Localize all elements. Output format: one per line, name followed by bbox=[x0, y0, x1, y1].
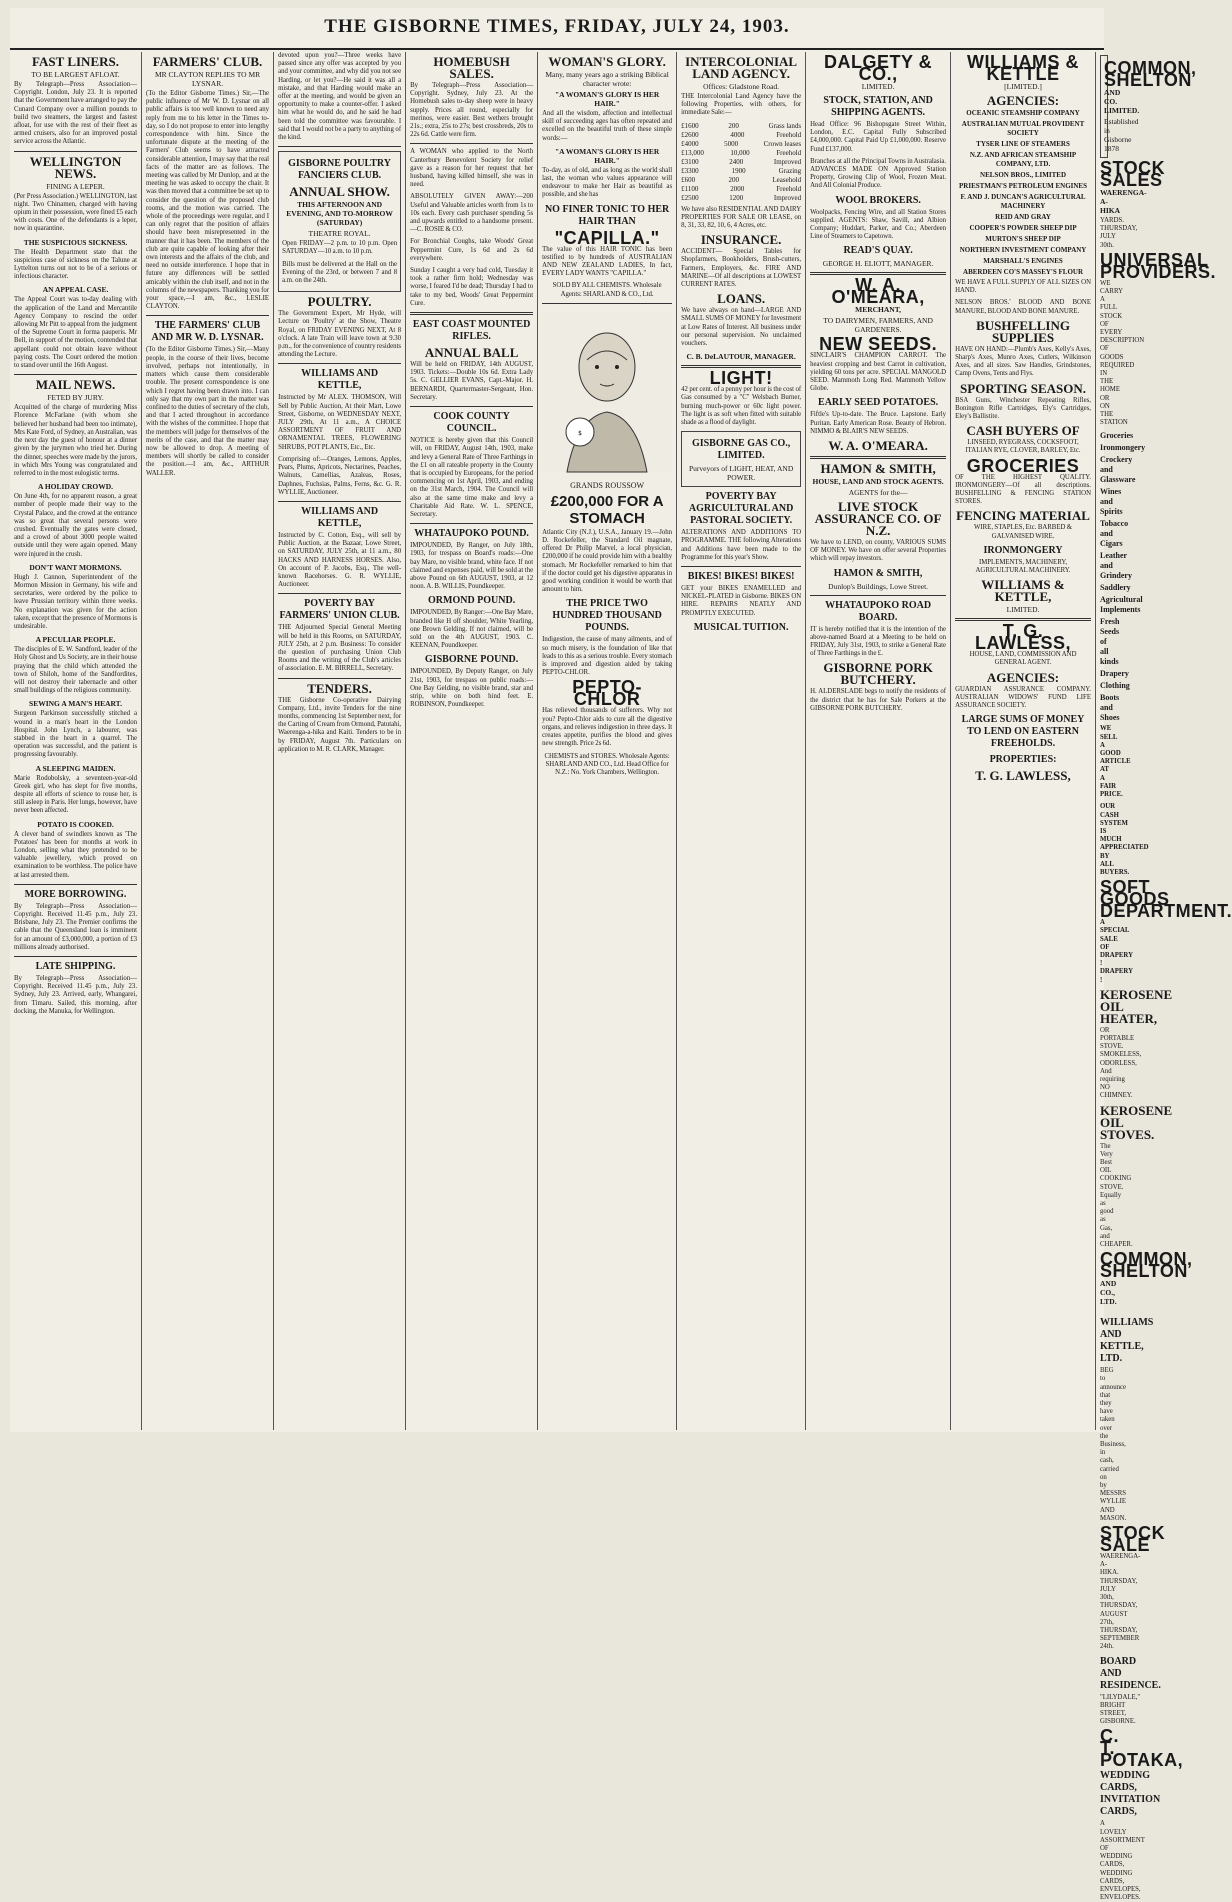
headline-farmers-union: POVERTY BAY FARMERS' UNION CLUB. bbox=[279, 598, 400, 622]
subhead-limited-2: LIMITED. bbox=[1006, 605, 1040, 615]
property-row bbox=[681, 158, 801, 167]
headline-price-two-hundred: THE PRICE TWO HUNDRED THOUSAND POUNDS. bbox=[552, 598, 662, 634]
subhead-largest-afloat: TO BE LARGEST AFLOAT. bbox=[31, 70, 120, 79]
ad-capilla-agents: SOLD BY ALL CHEMISTS. Wholesale Agents: SHARLAND & CO., Ltd. bbox=[552, 282, 662, 298]
ad-fruit-trees: Instructed by Mr ALEX. THOMSON, Will Sell by Public Auction, At their Mart, Lowe Street, Gisborne, on WEDNESDAY NEXT, JULY 29th, At 11 a.m., A CHOICE ASSORTMENT OF FRUIT AND ORNAMENTAL TREES, FLOWERING SHRUBS, POT PLANTS, Etc., Etc. bbox=[278, 394, 402, 451]
divider bbox=[14, 956, 137, 957]
ad-intercolonial-intro: THE Intercolonial Land Agency have the following Properties, with others, for immediate Sale:— bbox=[681, 93, 802, 117]
ad-lawless-agencies: GUARDIAN ASSURANCE COMPANY. AUSTRALIAN WIDOWS' FUND LIFE ASSURANCE SOCIETY. bbox=[955, 685, 1091, 710]
property-cell: £1600 bbox=[681, 121, 699, 130]
ad-seed-potatoes: Fiftle's Up-to-date. The Bruce. Lapstone. Early Puritan. Early American Rose. Beauty of Hebron. NIMMO & BLAIR'S NEW SEEDS. bbox=[810, 411, 947, 435]
subhead-dunlops: Dunlop's Buildings, Lowe Street. bbox=[828, 581, 929, 591]
subhead-appeal-case: AN APPEAL CASE. bbox=[42, 285, 109, 295]
ad-poultry-lecture: The Government Expert, Mr Hyde, will Lecture on 'Poultry' at the Show, Theatre Royal, on FRIDAY EVENING NEXT, At 8 o'clock. A late Train will leave town at 9.30 p.m., for the convenience of country residents attending the Lecture. bbox=[278, 310, 402, 359]
property-cell: £2600 bbox=[681, 130, 699, 139]
subhead-clayton-replies: MR CLAYTON REPLIES TO MR LYSNAR. bbox=[154, 70, 261, 88]
article-peculiar-people: The disciples of E. W. Sandford, leader of the Holy Ghost and Us Society, are in their house praying that the child which attended the town of Shiloh, home of the Sandfordites, will not destroy their tabernacle and other small buildings of the religious community. bbox=[14, 646, 138, 695]
subhead-feted-by-jury: FETED BY JURY. bbox=[47, 393, 104, 403]
newspaper-title: THE GISBORNE TIMES, FRIDAY, JULY 24, 1903. bbox=[324, 16, 790, 37]
headline-capilla: "CAPILLA." bbox=[554, 227, 660, 248]
headline-live-stock: LIVE STOCK ASSURANCE CO. OF N.Z. bbox=[814, 499, 942, 539]
headline-fencing: FENCING MATERIAL bbox=[956, 508, 1090, 524]
quote-womans-glory-1: "A WOMAN'S GLORY IS HER HAIR." bbox=[554, 90, 660, 108]
column-6 bbox=[677, 52, 806, 1430]
headline-hamon-smith: HAMON & SMITH, bbox=[820, 461, 936, 477]
headline-williams-kettle-1: WILLIAMS AND KETTLE, bbox=[301, 368, 379, 392]
headline-williams-kettle-3: WILLIAMS & KETTLE, bbox=[981, 577, 1065, 605]
divider bbox=[278, 678, 401, 679]
paragraph-woman-relief: A WOMAN who applied to the North Canterbury Benevolent Society for relief gave as a reason for her request that her husband, having killed himself, she was in need. bbox=[410, 148, 534, 189]
property-row bbox=[681, 122, 801, 131]
ad-gas-light: 42 per cent. of a penny per hour is the cost of Gas consumed by a "C" Welsbach Burner, burning much-power or 60c light power. The light is as soft when fitted with suitable shade as a flood of daylight. bbox=[681, 386, 802, 427]
divider bbox=[14, 374, 137, 375]
headline-poultry: POULTRY. bbox=[307, 294, 372, 310]
notice-farmers-union: THE Adjourned Special General Meeting will be held in this Rooms, on SATURDAY, JULY 25th, at 2 p.m. Business: To consider the question of purchasing Union Club Rooms and the writing of the Club's articles of association. E. M. BIRRELL, Secretary. bbox=[278, 624, 402, 673]
headline-loans: LOANS. bbox=[717, 291, 766, 307]
headline-sporting-season: SPORTING SEASON. bbox=[960, 380, 1086, 396]
article-homebush-sales: By Telegraph—Press Association—Copyright. Sydney, July 23. At the Homebush sales to-day sheep were in heavy supply. Prices all round, especially for merinos, were easier. Best wethers brought 21s.; extra, 25s to 27s; best crossbreds, 20s to 22s 6d. Cattle were firm. bbox=[410, 82, 534, 139]
property-cell: Improved bbox=[773, 193, 802, 202]
article-late-shipping: By Telegraph—Press Association—Copyright. Received 11.45 p.m., July 23. Sydney, July 23. Arrived, early, Whangarei, from Timaru. Sailed, this morning, after docking, the Manuka, for Wellington. bbox=[14, 975, 138, 1015]
headline-large-sums: LARGE SUMS OF MONEY TO LEND ON EASTERN FREEHOLDS. bbox=[961, 714, 1085, 750]
property-table bbox=[681, 122, 801, 203]
subhead-holiday-crowd: A HOLIDAY CROWD. bbox=[37, 482, 114, 492]
property-cell: 4000 bbox=[730, 130, 745, 139]
divider bbox=[542, 303, 672, 304]
ad-poultry-subtitle: ANNUAL SHOW. bbox=[289, 184, 390, 200]
ad-pepto-chlor-agents: CHEMISTS and STORES. Wholesale Agents: SHARLAND AND CO., Ltd. Head Office for N.Z.: No. York Chambers, Wellington. bbox=[544, 752, 670, 776]
property-cell: Crown leases bbox=[763, 139, 802, 148]
headline-lawless-agencies: AGENCIES: bbox=[986, 669, 1060, 685]
subhead-peculiar-people: A PECULIAR PEOPLE. bbox=[35, 635, 116, 645]
property-row bbox=[681, 140, 801, 149]
ad-fruit-trees-list: Comprising of:—Oranges, Lemons, Apples, Pears, Plums, Apricots, Nectarines, Peaches, Walnuts, Camellias, Azaleas, Roses, Daphnes, Fuchsias, Palms, Ferns, &c. G. R. WYLLIE, Auctioneer. bbox=[278, 455, 402, 496]
headline-hamon-smith-2: HAMON & SMITH, bbox=[833, 567, 923, 579]
column-7 bbox=[806, 52, 951, 1430]
ad-sporting: BSA Guns, Winchester Repeating Rifles, Bonington Rifle Cartridges, Ely's Cartridges, Eley's Ballistite. bbox=[955, 396, 1091, 421]
subhead-mormons: DON'T WANT MORMONS. bbox=[29, 562, 122, 572]
property-cell: 1900 bbox=[731, 166, 746, 175]
column-9: COMMON, SHELTON AND CO. LIMITED. Established in Gisborne 1878 STOCK SALES WAERENGA-A-HIKA YARDS. THURSDAY, JULY 30th. UNIVERSAL PROVIDERS. WE CARRY A FULL STOCK OF EVERY DESCRIPTION OF GOODS REQUIRED IN THE HOME OR ON THE STATION Groceries Ironmongery Crockery and Glassware Wines and Spirits Tobacco and Cigars Leather and Grindery Saddlery Agricultural Implements Fresh Seeds of all kinds Drapery Clothing Boots and Shoes WE SELL A GOOD ARTICLE AT A FAIR PRICE. OUR CASH SYSTEM IS MUCH APPRECIATED BY ALL BUYERS. SOFT GOODS DEPARTMENT. A SPECIAL SALE OF DRAPERY ! DRAPERY ! KEROSENE OIL HEATER, OR PORTABLE STOVE. SMOKELESS, ODORLESS, And requiring NO CHIMNEY. KEROSENE OIL STOVES. The Very Best OIL COOKING STOVE. Equally as good as Gas, and CHEAPER. COMMON, SHELTON AND CO., LTD. WILLIAMS AND KETTLE, LTD. BEG to announce that they have taken over the Business, in cash, carried on by MESSRS WYLLIE AND MASON. STOCK SALE WAERENGA-A-HIKA. THURSDAY, JULY 30th, THURSDAY, AUGUST 27th, THURSDAY, SEPTEMBER 24th. BOARD AND RESIDENCE. "LILYDALE," BRIGHT STREET, GISBORNE. C. T. POTAKA, WEDDING CARDS, INVITATION CARDS, A LOVELY ASSORTMENT OF WEDDING CARDS, WEDDING CARDS, ENVELOPES, ENVELOPES. bbox=[1096, 52, 1104, 1430]
subhead-sleeping-maiden: A SLEEPING MAIDEN. bbox=[35, 763, 116, 773]
headline-omeara: W. A. O'MEARA, bbox=[831, 275, 925, 308]
headline-pepto-chlor: PEPTO-CHLOR bbox=[572, 677, 642, 710]
divider bbox=[410, 406, 533, 407]
ad-poultry-date: THIS AFTERNOON AND EVENING, AND TO-MORROW (SATURDAY) bbox=[286, 200, 393, 228]
notice-tenders: THE Gisborne Co-operative Dairying Company, Ltd., invite Tenders for the nine months, commencing 1st September next, for the Carting of Cream from Ormond, Patutahi, Waerenga-a-hika and Kaiti. Tenders to be in by FRIDAY, August 7th. Particulars on application to M. R. CLARK, Manager. bbox=[278, 696, 402, 753]
subhead-annual-ball: ANNUAL BALL bbox=[424, 345, 519, 361]
headline-agricultural-society: POVERTY BAY AGRICULTURAL AND PASTORAL SOCIETY. bbox=[688, 491, 794, 527]
property-row bbox=[681, 194, 801, 203]
headline-ironmongery: IRONMONGERY bbox=[983, 544, 1063, 556]
divider bbox=[278, 501, 401, 502]
divider bbox=[810, 456, 946, 459]
subhead-merchant: MERCHANT, bbox=[855, 305, 902, 315]
headline-gas-company: GISBORNE GAS CO., LIMITED. bbox=[691, 438, 791, 462]
columns bbox=[10, 52, 1232, 1902]
ad-ironmongery: IMPLEMENTS, MACHINERY, AGRICULTURAL MACHINERY. bbox=[975, 558, 1071, 575]
article-continuation: devoted upon you?—Three weeks have passed since any offer was accepted by you and your committee, and why did you not see Harding, or let you?—He said it was all a mistake, and that Harding would make an offer at the meeting, and would be given an opportunity to make a counter-offer. I asked him what he would do, and he said he had been told the committee was favourable. I said that I would not be a party to anything of the kind. bbox=[278, 52, 402, 142]
agency-item: PRIESTMAN'S PETROLEUM ENGINES bbox=[959, 182, 1087, 190]
headline-reads-quay: READ'S QUAY. bbox=[843, 245, 913, 257]
divider bbox=[14, 151, 137, 152]
svg-text:$: $ bbox=[578, 429, 583, 437]
article-feted-by-jury: Acquitted of the charge of murdering Miss Florence McFarlane (with whom she believed her husband had been too intimate), Mrs Kate Ford, of Sydney, an Australian, was the next day the guest of honour at a dinner given by the jurymen who tried her. During the dinner, speeches were made by the jurors, in which Mrs Young was congratulated and referred to in the most eulogistic terms. bbox=[14, 404, 138, 477]
ad-peppermint-cure: For Bronchial Coughs, take Woods' Great Peppermint Cure, 1s 6d and 2s 6d everywhere. bbox=[410, 238, 534, 262]
ad-capilla-body-3: The value of this HAIR TONIC has been testified to by hundreds of AUSTRALIAN AND NEW ZEALAND LADIES, In fact, EVERY LADY WANTS "CAPILLA." bbox=[542, 245, 673, 278]
agency-item: MURTON'S SHEEP DIP bbox=[985, 235, 1061, 243]
headline-cash-buyers: CASH BUYERS OF bbox=[966, 423, 1080, 439]
quote-womans-glory-2: "A WOMAN'S GLORY IS HER HAIR." bbox=[554, 146, 660, 165]
ad-new-seeds: SINCLAIR'S CHAMPION CARROT. The heaviest cropping and best Carrot in cultivation, yielding 60 tons per acre. SPECIAL MANGOLD SEED. Mammoth Long Red. Mammoth Yellow Globe. bbox=[810, 352, 947, 393]
ad-poultry-hours: Open FRIDAY—2 p.m. to 10 p.m. Open SATURDAY—10 a.m. to 10 p.m. bbox=[282, 240, 398, 256]
divider bbox=[681, 566, 801, 567]
column-3 bbox=[274, 52, 406, 1430]
property-cell: 1200 bbox=[729, 193, 744, 202]
agency-item: COOPER'S POWDER SHEEP DIP bbox=[969, 224, 1077, 232]
property-row bbox=[681, 131, 801, 140]
ad-poultry-show bbox=[278, 151, 401, 292]
property-cell: Freehold bbox=[776, 184, 802, 193]
headline-stomach-price: £200,000 FOR A STOMACH bbox=[550, 492, 664, 527]
property-cell: £3100 bbox=[681, 157, 699, 166]
ad-bushfelling: HAVE ON HAND:—Plumb's Axes, Kelly's Axes, Sharp's Axes, Munro Axes, Cutlers, Wilkinson Axes, and all sizes. Saw Handles, Grindstones, Camp Ovens, Tents and Flys. bbox=[955, 345, 1091, 378]
divider bbox=[810, 595, 946, 596]
divider bbox=[14, 884, 137, 885]
property-cell: 2000 bbox=[730, 184, 745, 193]
letter-clayton: (To the Editor Gisborne Times.) Sir,—The public influence of Mr W. D. Lysnar on all public affairs is too well known to need any reply from me to his letter in the Times to-day, so I do not propose to enter into lengthy correspondence with him. Since the unfortunate dispute at the meeting of the Farmers' Club seems to have attracted considerable attention, I may say that the real facts of the matter are as follows. The meeting was called by Mr Dunlop, and at the meeting he was asked to occupy the chair. It was then moved that a committee be set up to consider the question of the proposed club rooms, and the motion was carried. The whole of the proceedings were regular, and I can only regret that the position of affairs should have been misrepresented in the manner that it has been. The members of the club are quite capable of looking after their own interests and the affairs of the club, and need no outside interference. I hope that in future any differences will be settled amicably within the club itself, and not in the columns of the newspapers. Thanking you for your space,—I am, &c., LESLIE CLAYTON. bbox=[146, 90, 270, 311]
property-cell: 10,000 bbox=[730, 148, 750, 157]
article-fining-leper: (Per Press Association.) WELLINGTON, last night. Two Chinamen, charged with having opium in their possession, were fined £5 each with costs. One of the defendants is a leper, now in quarantine. bbox=[14, 192, 138, 233]
ad-blood-bone: NELSON BROS.' BLOOD AND BONE MANURE, BLOOD AND BONE MANURE. bbox=[955, 299, 1091, 315]
subhead-intercolonial: Offices: Gladstone Road. bbox=[703, 82, 780, 91]
property-cell: 5000 bbox=[724, 139, 739, 148]
headline-pork-butchery: GISBORNE PORK BUTCHERY. bbox=[823, 660, 933, 688]
column-1 bbox=[10, 52, 142, 1430]
illustration-caption: GRANDS ROUSSOW bbox=[570, 480, 645, 490]
property-row bbox=[681, 149, 801, 158]
headline-gisborne-pound: GISBORNE POUND. bbox=[424, 654, 519, 666]
headline-homebush-sales: HOMEBUSH SALES. bbox=[433, 54, 510, 81]
ad-capilla-body-1: And all the wisdom, affection and intellectual skill of succeeding ages has often repeated and excelled on the beautiful truth of these simple words:— bbox=[542, 110, 673, 142]
ad-pepto-chlor-body: Has relieved thousands of sufferers. Why not you? Pepto-Chlor aids to cure all the digestive organs, and relieves indigestion in three days. It creates appetite, purifies the blood and gives new strength. Price 2s 6d. bbox=[542, 707, 673, 748]
ad-cash-buyers: LINSEED, RYEGRASS, COCKSFOOT, ITALIAN RYE, CLOVER, BARLEY, Etc. bbox=[965, 439, 1081, 455]
notice-gisborne-pound: IMPOUNDED, By Deputy Ranger, on July 21st, 1903, for trespass on public roads:—One Bay Gelding, no visible brand, star and strip, white on both hind feet. E. ROBINSON, Poundkeeper. bbox=[410, 668, 534, 709]
headline-lawless: T. G. LAWLESS, bbox=[975, 621, 1072, 654]
agency-item: TYSER LINE OF STEAMERS bbox=[976, 140, 1070, 148]
property-cell: Leasehold bbox=[772, 175, 802, 184]
ad-pork-butchery: H. ALDERSLADE begs to notify the residents of the district that he has for Sale Porkers at the GIBSORNE PORK BUTCHERY. bbox=[810, 688, 947, 712]
headline-intercolonial: INTERCOLONIAL LAND AGENCY. bbox=[685, 54, 798, 81]
ad-annual-ball: Will be held on FRIDAY, 14th AUGUST, 1903. Tickets:—Double 10s 6d. Extra Lady 5s. C. GELLIER EVANS, Capt.-Major. H. BERNARDI, Quartermaster-Sergeant, Hon. Secretary. bbox=[410, 361, 534, 401]
property-cell: £2500 bbox=[681, 193, 699, 202]
headline-tenders: TENDERS. bbox=[307, 680, 372, 696]
headline-whataupoko-board: WHATAUPOKO ROAD BOARD. bbox=[825, 599, 932, 623]
agency-item: OCEANIC STEAMSHIP COMPANY bbox=[966, 109, 1080, 117]
agency-item: REID AND GRAY bbox=[995, 213, 1051, 221]
agency-item: ABERDEEN CO'S MASSEY'S FLOUR bbox=[963, 268, 1084, 276]
headline-bushfelling: BUSHFELLING SUPPLIES bbox=[976, 317, 1070, 345]
column-2 bbox=[142, 52, 274, 1430]
subhead-sewing-heart: SEWING A MAN'S HEART. bbox=[29, 699, 122, 709]
headline-late-shipping: LATE SHIPPING. bbox=[35, 961, 116, 973]
article-rockefeller: Atlantic City (N.J.), U.S.A., January 19.—John D. Rockefeller, the Standard Oil magnate, offered Dr Philip Marvel, a local physician, £200,000 if he could provide him with a healthy stomach. Mr Rockefeller remarked to him that if the doctor could get his digestive apparatus in good working condition it would be worth that amount to him. bbox=[542, 528, 673, 594]
property-cell: £600 bbox=[681, 175, 696, 184]
rockefeller-illustration bbox=[542, 312, 672, 472]
subhead-gas-company: Purveyors of LIGHT, HEAT, AND POWER. bbox=[688, 464, 794, 483]
headline-farmers-club: FARMERS' CLUB. bbox=[152, 54, 263, 69]
ad-full-supply: WE HAVE A FULL SUPPLY OF ALL SIZES ON HAND. bbox=[955, 279, 1091, 295]
headline-new-seeds: NEW SEEDS. bbox=[819, 334, 938, 355]
headline-more-borrowing: MORE BORROWING. bbox=[24, 888, 127, 900]
ad-hamon-lend: We have to LEND, on county, VARIOUS SUMS OF MONEY. We have on offer several Properties which will repay investors. bbox=[810, 539, 947, 563]
subhead-dairymen: TO DAIRYMEN, FARMERS, AND GARDENERS. bbox=[823, 316, 933, 335]
article-appeal-case: The Appeal Court was to-day dealing with the application of the Land and Mercantile Agency Company to rescind the order allowing Mr Pitt to appeal from the judgment of the Supreme Court in forma pauperis. Mr Bell, in support of the motion, contended that appellant could not obtain leave without paying costs. The Court ordered the motion to stand over until the 16th August. bbox=[14, 296, 138, 370]
article-fast-liners: By Telegraph—Press Association—Copyright. London, July 23. It is reported that the Government have arranged to pay the Cunard Company over a million pounds to build two steamers, the largest and fastest afloat, for use with the rest of their fleet as armed cruisers, also for an improved postal service across the Atlantic. bbox=[14, 81, 138, 146]
article-potato: A clever band of swindlers known as 'The Potatoes' has been for months at work in London, selling what they pretended to be valuable jewellery, which proved on examination to be worthless. The police have at last arrested them. bbox=[14, 830, 138, 879]
headline-williams-kettle-2: WILLIAMS AND KETTLE, bbox=[301, 505, 379, 529]
ad-poultry-note: Bills must be delivered at the Hall on the Evening of the 23rd, or between 7 and 8 a.m. on the 24th. bbox=[282, 260, 398, 285]
ad-insurance: ACCIDENT— Special Tables for Shopfarmers, Bookholders, Brush-cutters, Farmers, Employers, &c. FIRE AND MARINE—Of all descriptions at LOWEST CURRENT RATES. bbox=[681, 248, 802, 289]
agency-item: NORTHERN INVESTMENT COMPANY bbox=[959, 246, 1087, 254]
divider bbox=[278, 146, 401, 147]
headline-no-finer-tonic: NO FINER TONIC TO HER HAIR THAN bbox=[544, 203, 670, 227]
notice-agricultural-society: ALTERATIONS AND ADDITIONS TO PROGRAMME. THE following Alterations and Additions have been made to the Programme for this year's Show. bbox=[681, 529, 802, 561]
headline-musical-tuition: MUSICAL TUITION. bbox=[693, 621, 789, 633]
headline-womans-glory: WOMAN'S GLORY. bbox=[548, 54, 666, 69]
ad-poultry-venue: THEATRE ROYAL. bbox=[308, 229, 371, 239]
headline-agencies: AGENCIES: bbox=[986, 93, 1060, 108]
property-cell: 200 bbox=[728, 121, 739, 130]
divider bbox=[278, 593, 401, 594]
subhead-potato: POTATO IS COOKED. bbox=[37, 819, 114, 829]
headline-mail-news: MAIL NEWS. bbox=[35, 377, 116, 393]
property-row bbox=[681, 185, 801, 194]
signature-delautour: C. B. DeLAUTOUR, MANAGER. bbox=[686, 352, 796, 362]
headline-bikes: BIKES! BIKES! BIKES! bbox=[687, 571, 795, 583]
property-cell: Grass lands bbox=[768, 121, 802, 130]
letter-waller: (To the Editor Gisborne Times.) Sir,—Many people, in the course of their lives, become involved, perhaps not intentionally, in matters which cause them considerable trouble. The present correspondence is one which I regret having been drawn into. I can only say that my own part in the matter was confined to the duties of secretary of the club, and that I acted throughout in accordance with the wishes of the committee. I hope that the members will judge for themselves of the merits of the case, and that the matter may now be allowed to drop. A meeting of members will shortly be called to consider the position.—I am, &c., ARTHUR WALLER. bbox=[146, 346, 270, 477]
subhead-hamon-smith: HOUSE, LAND AND STOCK AGENTS. bbox=[812, 477, 944, 487]
subhead-fining-leper: FINING A LEPER. bbox=[46, 181, 105, 191]
property-cell: 2400 bbox=[729, 157, 744, 166]
ad-dalgety-capital: Head Office: 96 Bishopsgate Street Within, London, E.C. Capital Fully Subscribed £4,000,000. Capital Paid Up £1,000,000. Reserve Fund £137,000. bbox=[810, 121, 947, 153]
ad-lawless: HOUSE, LAND, COMMISSION AND GENERAL AGENT. bbox=[969, 651, 1077, 667]
article-mormons: Hugh J. Cannon, Superintendent of the Mormon Mission in Germany, his wife and secretaries, were ordered by the police to leave Prussian territory within three weeks. No explanation was given for the action taken, except that the presence of Mormons is undesirable. bbox=[14, 573, 138, 630]
ad-dalgety-advances: Branches at all the Principal Towns in Australasia. ADVANCES MADE ON Approved Station Property, Growing Clip of Wool, Frozen Meat. And All Colonial Produce. bbox=[810, 157, 947, 190]
ad-poultry-title: GISBORNE POULTRY FANCIERS CLUB. bbox=[288, 158, 392, 182]
divider bbox=[410, 312, 533, 315]
ad-common-shelton-header: COMMON, SHELTON AND CO. LIMITED. Established in Gisborne 1878 bbox=[1100, 55, 1108, 158]
ad-capilla-body-2: To-day, as of old, and as long as the world shall last, the woman who values appearance will endeavour to make her Hair as beautiful as possible, and she has bbox=[542, 166, 673, 199]
headline-dalgety: DALGETY & CO., bbox=[824, 52, 933, 84]
headline-lawless-2: T. G. LAWLESS, bbox=[975, 768, 1071, 784]
ad-bikes: GET your BIKES ENAMELLED and NICKEL-PLATED in Gisborne. BIKES ON HIRE. REPAIRS NEATLY AND PROMPTLY EXECUTED. bbox=[681, 585, 802, 617]
headline-whataupoko-pound: WHATAUPOKO POUND. bbox=[414, 528, 529, 540]
headline-seed-potatoes: EARLY SEED POTATOES. bbox=[818, 397, 939, 409]
agency-item: F. AND J. DUNCAN'S AGRICULTURAL MACHINERY bbox=[960, 193, 1086, 210]
article-suspicious-sickness: The Health Department state that the suspicious case of sickness on the Talune at Lyttelton turns out not to be of a serious or infectious character. bbox=[14, 248, 138, 281]
headline-wool-brokers: WOOL BROKERS. bbox=[835, 194, 921, 206]
ad-gas-company bbox=[681, 431, 801, 487]
divider bbox=[410, 523, 533, 524]
ad-fencing: WIRE, STAPLES, Etc. BARBED & GALVANISED WIRE. bbox=[973, 524, 1073, 540]
column-8 bbox=[951, 52, 1096, 1430]
subhead-dalgety: LIMITED. bbox=[861, 82, 895, 91]
ad-peppermint-verse: Sunday I caught a very bad cold, Tuesday it took a rather firm hold; Wednesday was worse, I feared I'd be dead; Thursday I had to take to my bed, Woods' Great Peppermint Cure. bbox=[410, 267, 534, 307]
headline-cook-county: COOK COUNTY COUNCIL. bbox=[433, 411, 510, 435]
headline-properties: PROPERTIES: bbox=[989, 754, 1057, 766]
ad-horses: Instructed by C. Cotton, Esq., will sell by Public Auction, at the Bazaar, Lowe Street, on SATURDAY, JULY 25th, at 11 a.m., 80 HACKS AND HARNESS HORSES. Also, On account of P. Jacobs, Esq., The well-known Racehorses. G. R. WYLLIE, Auctioneer. bbox=[278, 531, 402, 589]
article-more-borrowing: By Telegraph—Press Association—Copyright. Received 11.45 p.m., July 23. Brisbane, July 23. The Premier confirms the cable that the Queensland loan is imminent for an amount of £3,000,000, a portion of £3 millions already authorised. bbox=[14, 902, 138, 951]
headline-wellington-news: WELLINGTON NEWS. bbox=[29, 153, 122, 181]
article-indigestion: Indigestion, the cause of many ailments, and of so much misery, is the foundation of like that leads to this as a serious trouble. Every stomach is improved and digestion aided by taking PEPTO-CHLOR. bbox=[542, 636, 673, 677]
notice-whataupoko-pound: IMPOUNDED, By Ranger, on July 18th, 1903, for trespass on Board's roads:—One bay Mare, no visible brand, white face. If not claimed and expenses paid, will be sold at the above Pound on 6th AUGUST, 1903, at 12 noon. A. B. WILLIS, Poundkeeper. bbox=[410, 542, 534, 591]
agency-list bbox=[955, 109, 1091, 277]
column-5 bbox=[538, 52, 677, 1430]
property-cell: £3300 bbox=[681, 166, 699, 175]
agency-item: N.Z. AND AFRICAN STEAMSHIP COMPANY, LTD. bbox=[969, 151, 1077, 168]
subhead-limited: [LIMITED.] bbox=[1004, 82, 1042, 91]
property-cell: £13,000 bbox=[681, 148, 704, 157]
agency-item: AUSTRALIAN MUTUAL PROVIDENT SOCIETY bbox=[961, 120, 1085, 137]
headline-fast-liners: FAST LINERS. bbox=[32, 54, 119, 69]
ad-loans: We have always on hand—LARGE AND SMALL SUMS OF MONEY for Investment at Low Rates of Interest. All business under our personal supervision. No unclaimed vouchers. bbox=[681, 307, 802, 348]
divider bbox=[146, 315, 269, 316]
headline-light: LIGHT! bbox=[709, 368, 773, 389]
headline-omeara-2: W. A. O'MEARA. bbox=[828, 438, 928, 454]
property-cell: £1100 bbox=[681, 184, 699, 193]
notice-ormond-pound: IMPOUNDED, By Ranger:—One Bay Mare, branded like H off shoulder, White Yearling, one Brown Gelding. If not claimed, will be sold on the 4th AUGUST, 1903. C. KEENAN, Poundkeeper. bbox=[410, 609, 534, 650]
notice-whataupoko-board: IT is hereby notified that it is the intention of the above-named Board at a Meeting to be held on FRIDAY, July 31st, 1903, to strike a General Rate of Three Farthings in the £. bbox=[810, 625, 947, 658]
agency-item: MARSHALL'S ENGINES bbox=[983, 257, 1063, 265]
headline-stock-station: STOCK, STATION, AND SHIPPING AGENTS. bbox=[823, 95, 933, 118]
newspaper-page bbox=[10, 8, 1232, 1902]
property-cell: 200 bbox=[728, 175, 739, 184]
subhead-suspicious-sickness: THE SUSPICIOUS SICKNESS. bbox=[23, 237, 128, 247]
headline-farmers-club-lysnar: THE FARMERS' CLUB AND MR W. D. LYSNAR. bbox=[151, 320, 264, 344]
property-cell: £4000 bbox=[681, 139, 699, 148]
headline-williams-kettle: WILLIAMS & KETTLE bbox=[967, 52, 1080, 84]
ad-given-away: ABSOLUTELY GIVEN AWAY:—200 Useful and Valuable articles worth from 1s to 10s each. Every cash purchaser spending 5s and upwards entitled to a handsome present.—C. ROSIE & CO. bbox=[410, 193, 534, 234]
ad-dalgety-agents: Woolpacks, Fencing Wire, and all Station Stores supplied. AGENTS: Shaw, Savill, and Albion Company; Huddart, Parker, and Co.; Aberdeen Line of Steamers to Capetown. bbox=[810, 208, 947, 241]
divider bbox=[410, 143, 533, 144]
subhead-womans-glory: Many, many years ago a striking Biblical character wrote: bbox=[545, 70, 669, 88]
headline-groceries: GROCERIES bbox=[966, 455, 1080, 476]
property-cell: Improved bbox=[773, 157, 802, 166]
agency-item: NELSON BROS., LIMITED bbox=[980, 171, 1066, 179]
property-row bbox=[681, 176, 801, 185]
ad-intercolonial-dairy: We have also RESIDENTIAL AND DAIRY PROPERTIES FOR SALE OR LEASE, on 8, 31, 33, 82, 10, 6, 4 Acres, etc. bbox=[681, 205, 802, 230]
property-row bbox=[681, 167, 801, 176]
headline-ormond-pound: ORMOND POUND. bbox=[428, 595, 516, 607]
property-cell: Freehold bbox=[776, 148, 802, 157]
headline-insurance: INSURANCE. bbox=[700, 232, 782, 248]
divider bbox=[278, 363, 401, 364]
headline-mounted-rifles: EAST COAST MOUNTED RIFLES. bbox=[412, 319, 531, 343]
property-cell: Freehold bbox=[776, 130, 802, 139]
article-sewing-heart: Surgeon Parkinson successfully stitched a wound in a man's heart in the London Hospital. John Lynch, a labourer, was stabbed in the heart in a quarrel. The operation was successful, and the patient is progressing favourably. bbox=[14, 710, 138, 759]
signature-eliott: GEORGE H. ELIOTT, MANAGER. bbox=[822, 259, 934, 269]
notice-cook-county: NOTICE is hereby given that this Council will, on FRIDAY, August 14th, 1903, make and levy a General Rate of Three Farthings in the £1 on all rateable property in the County that is occupied by Europeans, for the period commencing on 1st April, 1903, and ending on the 31st March, 1904. The Council will also at the same time make and levy a Charitable Aid Rate. W. L. SPENCE, Secretary. bbox=[410, 437, 534, 518]
article-holiday-crowd: On June 4th, for no apparent reason, a great number of people made their way to the Crystal Palace, and the crowd at the entrance was so great that several persons were crushed. Eventually the gates were closed, and a crowd of about 3000 people waited outside until they were again opened. Many were injured in the crush. bbox=[14, 493, 138, 558]
masthead bbox=[10, 8, 1104, 50]
property-cell: Grazing bbox=[778, 166, 802, 175]
column-4 bbox=[406, 52, 538, 1430]
article-sleeping-maiden: Marie Rodobolsky, a seventeen-year-old Greek girl, who has slept for five months, despite all efforts of science to rouse her, is still asleep in Paris. Her lungs, however, have never been affected. bbox=[14, 774, 138, 815]
ad-groceries: OF THE HIGHEST QUALITY. IRONMONGERY—Of all descriptions. BUSHFELLING & FENCING STATION STORES. bbox=[955, 473, 1091, 506]
subhead-agents-for: AGENTS for the— bbox=[848, 488, 908, 498]
